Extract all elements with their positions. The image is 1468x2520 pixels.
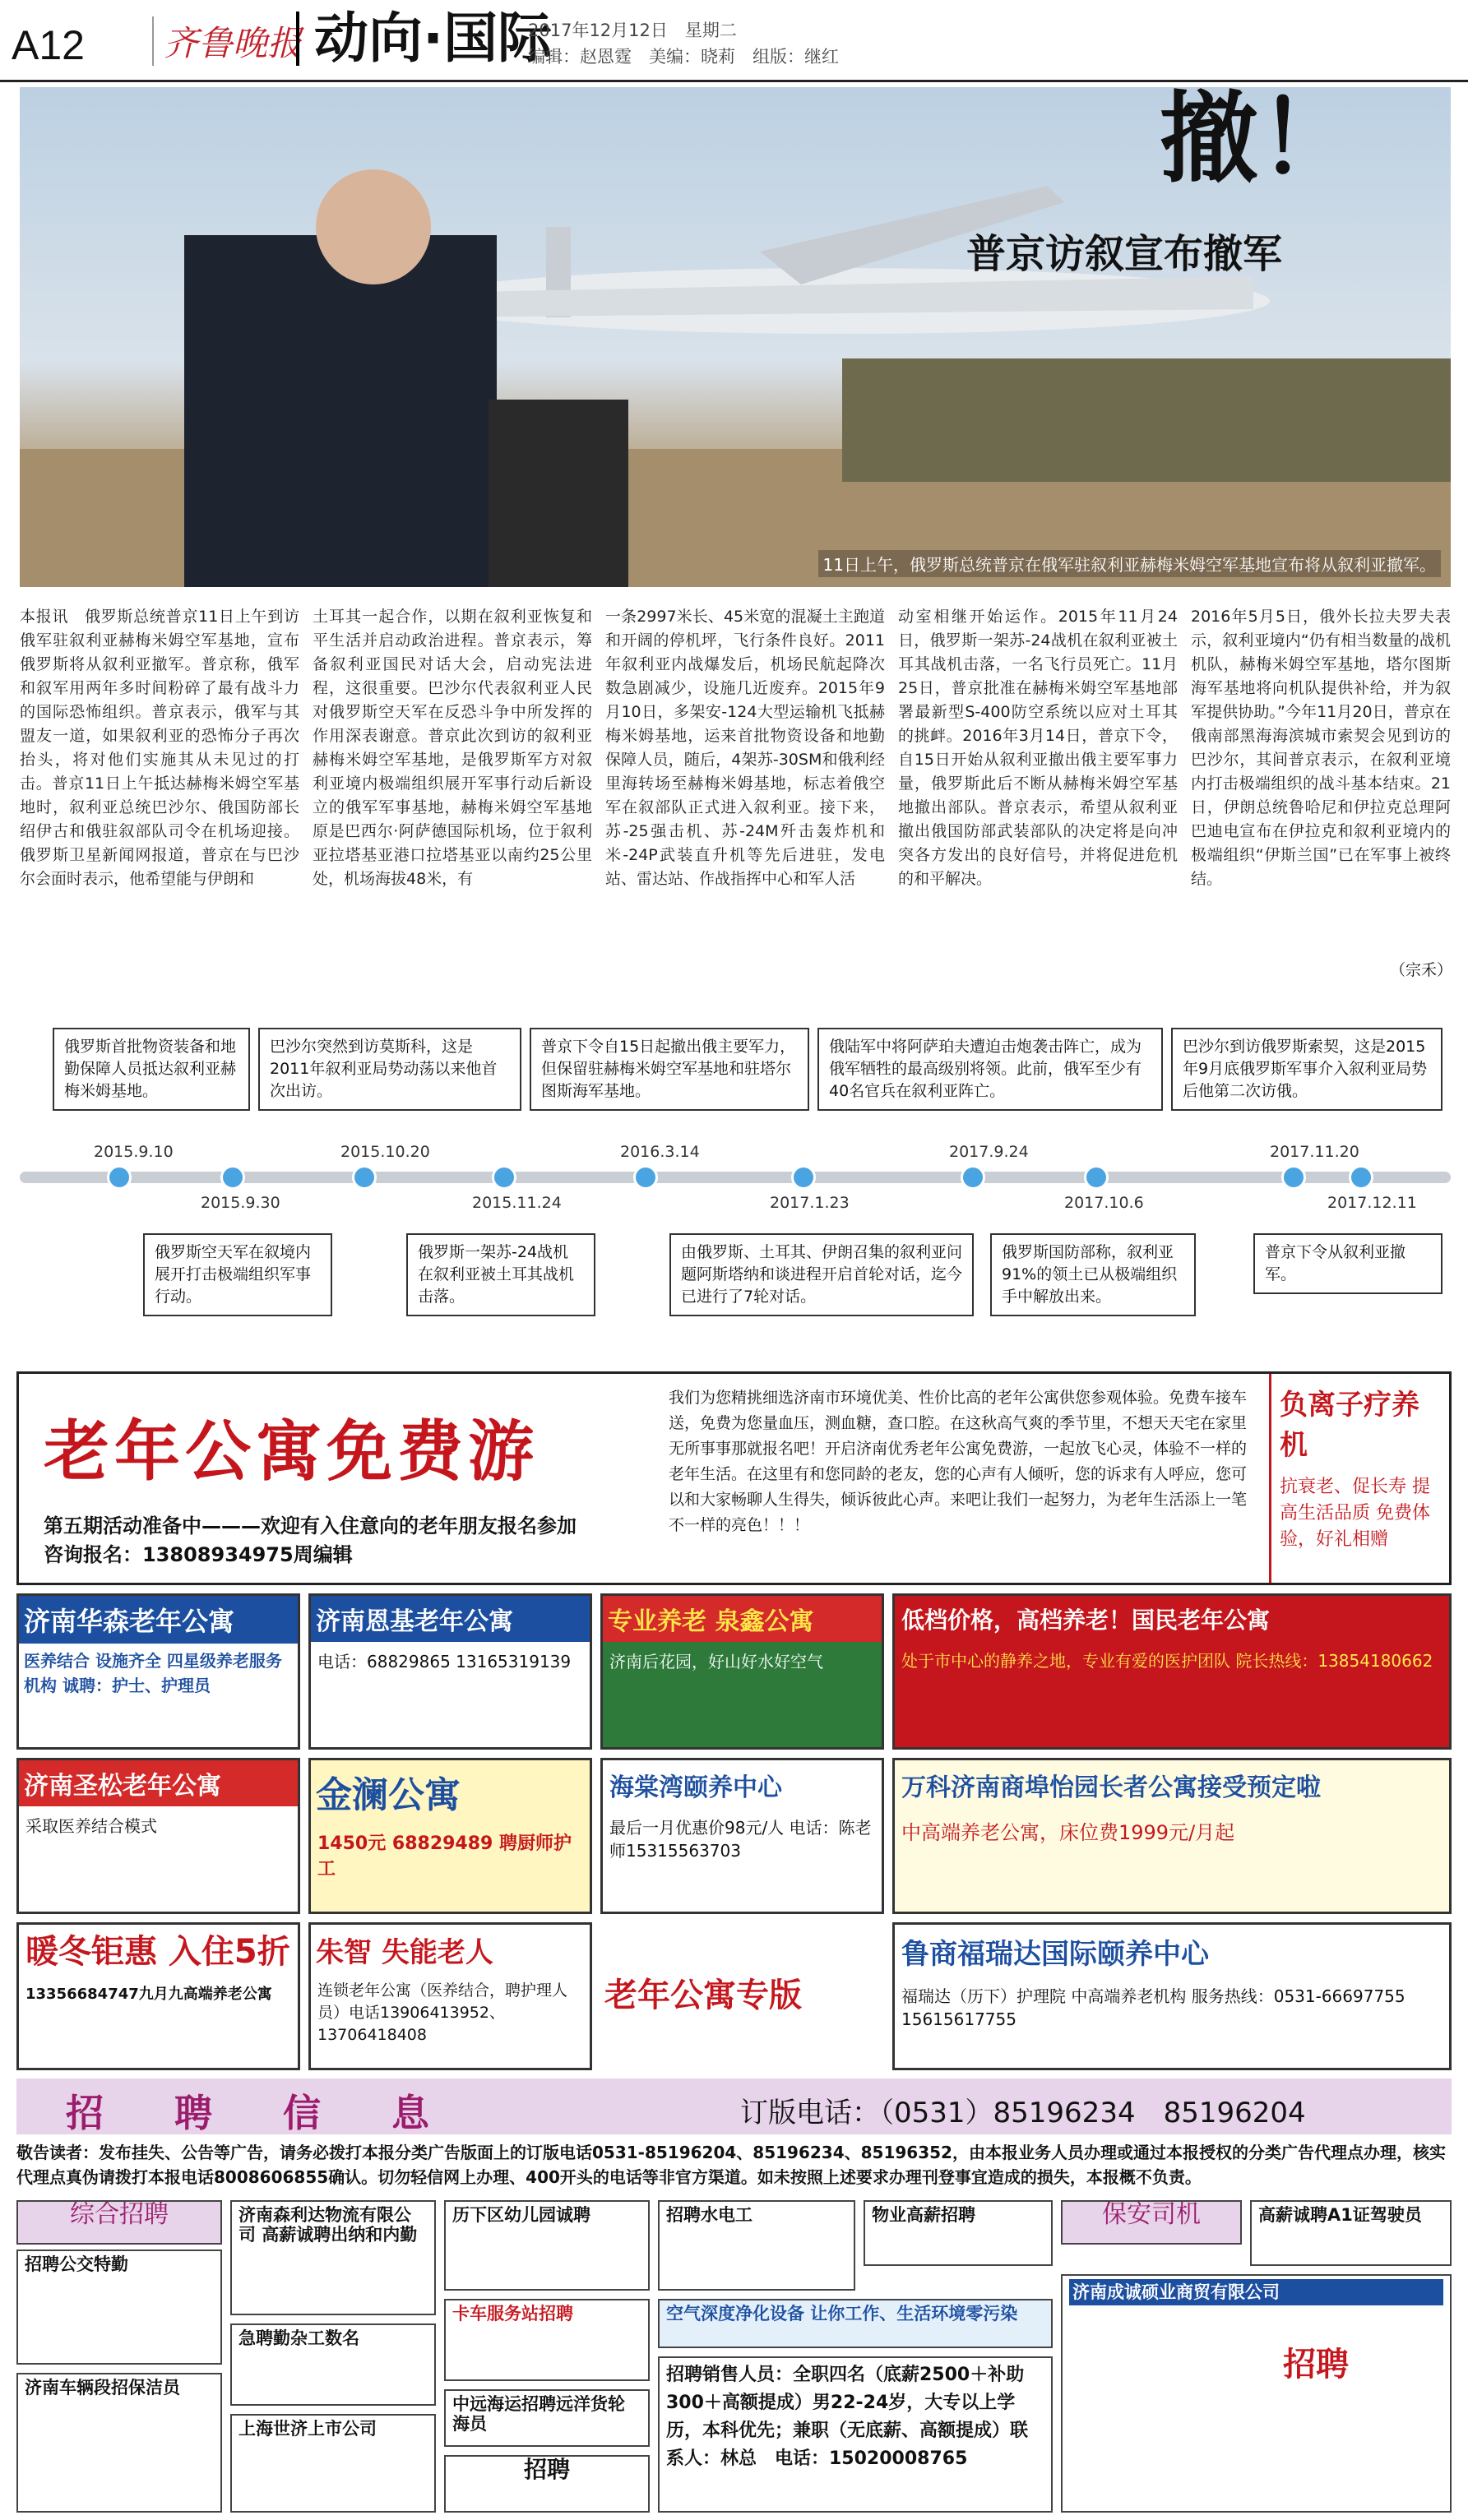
timeline-date: 2015.11.24: [472, 1194, 562, 1212]
ad-main-text: 我们为您精挑细选济南市环境优美、性价比高的老年公寓供您参观体验。免费车接车送，免费为您量血压，测血糖，查口腔。在这秋高气爽的季节里，不想天天宅在家里无所事事那就报名吧！开启济南优秀老年公寓免费游，一起放飞心灵，体验不一样的老年生活。在这里有和您同龄的老友，您的心声有人倾听，您的诉求有人呼应，您可以和大家畅聊人生得失，倾诉彼此心声。来吧让我们一起努力，为老年生活添上一笔不一样的亮色！！！: [669, 1389, 1248, 1534]
timeline-date: 2015.9.10: [94, 1143, 174, 1161]
recruit-ad-title: 历下区幼儿园诚聘: [452, 2205, 590, 2225]
ad-guomin[interactable]: [892, 1593, 1452, 1750]
recruit-notice: 敬告读者：发布挂失、公告等广告，请务必拨打本报分类广告版面上的订版电话0531-85196204、85196234、85196352，由本报业务人员办理或通过本报授权的分类广告代理点办理，核实代理点真伪请拨打本报电话8008606855确认。切勿轻信网上办理、400开头的电话等非官方渠道。如未按照上述要求办理刊登事宜造成的损失，本报概不负责。: [16, 2143, 1446, 2187]
timeline-date: 2015.9.30: [201, 1194, 280, 1212]
ad-huasen[interactable]: [16, 1593, 300, 1750]
ad-enji[interactable]: [308, 1593, 592, 1750]
recruit-ad-title: 济南车辆段招保洁员: [25, 2378, 180, 2397]
ad-title: 专业养老 泉鑫公寓: [603, 1596, 882, 1642]
ad-main-title: 老年公寓免费游: [44, 1413, 539, 1490]
timeline-date: 2015.10.20: [340, 1143, 430, 1161]
recruitment-section: [16, 2078, 1452, 2520]
ad-title: 金澜公寓: [316, 1774, 461, 1816]
ad-shengsong[interactable]: [16, 1758, 300, 1914]
article-column-2: 土耳其一起合作，以期在叙利亚恢复和平生活并启动政治进程。普京表示，筹备叙利亚国民对话大会，启动宪法进程，这很重要。巴沙尔代表叙利亚人民对俄罗斯空天军在反恐斗争中所发挥的作用深表谢意。普京此次到访的叙利亚赫梅米姆空军基地，是俄罗斯军方对叙利亚境内极端组织展开军事行动后新设立的俄军军事基地，赫梅米姆空军基地原是巴西尔·阿萨德国际机场，位于叙利亚拉塔基亚港口拉塔基亚以南约25公里处，机场海拔48米，有: [313, 608, 592, 888]
ad-main-phone: 咨询报名：13808934975周编辑: [44, 1543, 353, 1566]
recruit-ad-title: 空气深度净化设备 让你工作、生活环境零污染: [666, 2304, 1018, 2323]
recruit-ad[interactable]: [444, 2455, 650, 2513]
timeline-event-bottom: 俄罗斯一架苏-24战机在叙利亚被土耳其战机击落。: [406, 1233, 595, 1316]
ad-title: 济南恩基老年公寓: [311, 1596, 590, 1642]
recruit-category-general: 综合招聘: [16, 2200, 222, 2245]
article-column-4: 动室相继开始运作。2015年11月24日，俄罗斯一架苏-24战机在叙利亚被土耳其战机击落，一名飞行员死亡。11月25日，普京批准在赫梅米姆空军基地部署最新型S-400防空系统以应对土耳其的挑衅。2016年3月14日，普京下令，自15日开始从叙利亚撤出俄主要军事力量，俄罗斯此后不断从赫梅米姆空军基地撤出部队。普京表示，希望从叙利亚撤出俄国防部武装部队的决定将是向冲突各方发出的良好信号，并将促进危机的和平解决。: [898, 608, 1178, 888]
recruit-ad[interactable]: [230, 2323, 436, 2406]
ad-text: 济南后花园，好山好水好空气: [609, 1652, 823, 1672]
timeline-event-top: 巴沙尔突然到访莫斯科，这是2011年叙利亚局势动荡以来他首次出访。: [258, 1028, 521, 1111]
recruit-ad-title: 物业高薪招聘: [872, 2205, 975, 2225]
recruit-title: 招 聘 信 息: [66, 2091, 446, 2135]
ad-side-title: 负离子疗养机: [1280, 1389, 1419, 1462]
newspaper-logo: 齐鲁晚报: [152, 16, 302, 66]
ad-text: 处于市中心的静养之地，专业有爱的医护团队 院长热线：13854180662: [901, 1651, 1433, 1671]
timeline-dot: [791, 1165, 816, 1190]
recruit-ad[interactable]: [658, 2299, 1053, 2348]
ad-main-subtitle: 第五期活动准备中———欢迎有入住意向的老年朋友报名参加: [44, 1514, 577, 1537]
headline: 撤！: [1160, 82, 1357, 197]
ad-text: 中高端养老公寓，床位费1999元/月起: [901, 1821, 1235, 1844]
timeline: [20, 1011, 1451, 1348]
recruit-banner: [16, 2078, 1452, 2134]
timeline-dot: [1349, 1165, 1373, 1190]
recruit-ad-title: 中远海运招聘远洋货轮海员: [452, 2394, 625, 2434]
recruit-ad[interactable]: [230, 2200, 436, 2315]
timeline-event-bottom: 俄罗斯国防部称，叙利亚91%的领土已从极端组织手中解放出来。: [990, 1233, 1196, 1316]
article-column-5: 2016年5月5日，俄外长拉夫罗夫表示，叙利亚境内“仍有相当数量的战机机队，赫梅米姆空军基地，塔尔图斯海军基地将向机队提供补给，并为叙军提供协助。”今年11月20日，普京在俄南部黑海海滨城市索契会见到访的巴沙尔，其间普京表示，在叙利亚境内打击极端组织的战斗基本结束。21日，伊朗总统鲁哈尼和伊拉克总理阿巴迪电宣布在伊拉克和叙利亚境内的极端组织“伊斯兰国”已在军事上被终结。: [1191, 608, 1451, 888]
page-number: A12: [12, 22, 85, 68]
recruit-ad-title: 招聘: [1283, 2346, 1349, 2384]
recruit-category-security: 保安司机: [1061, 2200, 1242, 2245]
recruit-ad-title: 卡车服务站招聘: [452, 2304, 573, 2323]
timeline-dot: [1281, 1165, 1306, 1190]
recruit-ad-title: 急聘勤杂工数名: [238, 2328, 359, 2348]
recruit-ad[interactable]: [658, 2200, 855, 2291]
ad-text: 1450元 68829489 聘厨师护工: [317, 1833, 572, 1880]
ad-quanxin[interactable]: [600, 1593, 884, 1750]
timeline-date: 2016.3.14: [620, 1143, 700, 1161]
timeline-event-top: 俄陆军中将阿萨珀夫遭迫击炮袭击阵亡，成为俄军牺牲的最高级别将领。此前，俄军至少有40名官兵在叙利亚阵亡。: [817, 1028, 1163, 1111]
ad-shineng[interactable]: [308, 1922, 592, 2070]
timeline-event-top: 俄罗斯首批物资装备和地勤保障人员抵达叙利亚赫梅米姆基地。: [53, 1028, 250, 1111]
issue-date: 2017年12月12日 星期二: [528, 21, 737, 40]
recruit-ad-title: 高薪诚聘A1证驾驶员: [1258, 2205, 1422, 2225]
ad-title: 鲁商福瑞达国际颐养中心: [901, 1938, 1209, 1971]
ad-title: 海棠湾颐养中心: [609, 1773, 782, 1802]
timeline-event-bottom: 俄罗斯空天军在叙境内展开打击极端组织军事行动。: [143, 1233, 332, 1316]
recruit-ad-title: 上海世济上市公司: [238, 2419, 377, 2439]
ad-text: 连锁老年公寓（医养结合，聘护理人员）电话13906413952、13706418408: [317, 1981, 568, 2044]
ad-vanke[interactable]: [892, 1758, 1452, 1914]
recruit-ad-title: 招聘: [523, 2456, 570, 2483]
recruit-ad-title: 济南成诚硕业商贸有限公司: [1069, 2279, 1443, 2305]
timeline-dot: [961, 1165, 985, 1190]
timeline-dot: [220, 1165, 245, 1190]
timeline-date: 2017.10.6: [1064, 1194, 1144, 1212]
ad-furuida[interactable]: [892, 1922, 1452, 2070]
timeline-dot: [352, 1165, 377, 1190]
recruit-ad[interactable]: [230, 2414, 436, 2513]
ad-text: 最后一月优惠价98元/人 电话：陈老师15315563703: [609, 1818, 872, 1861]
ad-text: 电话：68829865 13165319139: [317, 1652, 572, 1672]
timeline-event-bottom: 由俄罗斯、土耳其、伊朗召集的叙利亚问题阿斯塔纳和谈进程开启首轮对话，迄今已进行了7轮对话。: [669, 1233, 974, 1316]
ad-text: 医养结合 设施齐全 四星级养老服务机构 诚聘：护士、护理员: [24, 1651, 282, 1695]
ad-text: 采取医养结合模式: [25, 1816, 157, 1836]
subheadline: 普京访叙宣布撤军: [966, 231, 1283, 277]
recruit-ad[interactable]: [864, 2200, 1053, 2266]
timeline-date: 2017.9.24: [949, 1143, 1029, 1161]
timeline-dot: [107, 1165, 132, 1190]
timeline-date: 2017.1.23: [770, 1194, 850, 1212]
section-title: 动向·国际: [296, 12, 552, 66]
article-column-1: 本报讯 俄罗斯总统普京11日上午到访俄军驻叙利亚赫梅米姆空军基地，宣布俄罗斯将从叙利亚撤军。普京称，俄军和叙军用两年多时间粉碎了最有战斗力的国际恐怖组织。普京表示，俄军与其盟友一道，如果叙利亚的恐怖分子再次抬头，将对他们实施其从未见过的打击。普京11日上午抵达赫梅米姆空军基地时，叙利亚总统巴沙尔、俄国防部长绍伊古和俄驻叙部队司令在机场迎接。俄罗斯卫星新闻网报道，普京在与巴沙尔会面时表示，他希望能与伊朗和: [20, 608, 299, 888]
photo-caption: 11日上午，俄罗斯总统普京在俄军驻叙利亚赫梅米姆空军基地宣布将从叙利亚撤军。: [818, 550, 1441, 577]
recruit-ad-title: 招聘水电工: [666, 2205, 753, 2225]
ad-nuandong[interactable]: [16, 1922, 300, 2070]
timeline-dot: [492, 1165, 516, 1190]
ad-text: 福瑞达（历下）护理院 中高端养老机构 服务热线：0531-66697755 15615617755: [901, 1986, 1405, 2029]
recruit-ad[interactable]: [16, 2250, 222, 2365]
recruit-ad[interactable]: [1061, 2274, 1452, 2513]
article-author: （宗禾）: [1390, 961, 1453, 979]
ad-side-panel: [1269, 1374, 1450, 1583]
ad-title: 济南华森老年公寓: [19, 1596, 298, 1644]
recruit-ad[interactable]: [1250, 2200, 1452, 2266]
timeline-event-bottom: 普京下令从叙利亚撤军。: [1253, 1233, 1443, 1294]
ad-side-text: 抗衰老、促长寿 提高生活品质 免费体验，好礼相赠: [1280, 1477, 1430, 1550]
article-column-3: 一条2997米长、45米宽的混凝土主跑道和开阔的停机坪，飞行条件良好。2011年叙利亚内战爆发后，机场民航起降次数急剧减少，设施几近废弃。2015年9月10日，多架安-124大型运输机飞抵赫梅米姆基地，运来首批物资设备和地勤保障人员，随后，4架苏-30SM和俄利经里海转场至赫梅米姆基地，标志着俄空军在叙部队正式进入叙利亚。接下来，苏-25强击机、苏-24M歼击轰炸机和米-24P武装直升机等先后进驻，发电站、雷达站、作战指挥中心和军人活: [605, 608, 885, 888]
timeline-date: 2017.11.20: [1270, 1143, 1359, 1161]
recruit-ad[interactable]: [444, 2299, 650, 2381]
recruit-ad-sales[interactable]: 招聘销售人员：全职四名（底薪2500＋补助300＋高额提成）男22-24岁，大专以上学历，本科优先；兼职（无底薪、高额提成）联系人：林总 电话：15020008765: [658, 2356, 1053, 2513]
ad-elderly-apartment-tour[interactable]: [16, 1371, 1452, 1585]
recruit-ad[interactable]: [16, 2373, 222, 2513]
timeline-event-top: 普京下令自15日起撤出俄主要军力，但保留驻赫梅米姆空军基地和驻塔尔图斯海军基地。: [530, 1028, 809, 1111]
recruit-phone: 订版电话：（0531）85196234 85196204: [740, 2097, 1306, 2129]
ad-section-label: 老年公寓专版: [604, 1977, 802, 2014]
ad-title: 低档价格，高档养老！国民老年公寓: [901, 1607, 1271, 1634]
ad-title: 万科济南商埠怡园长者公寓接受预定啦: [901, 1773, 1321, 1802]
recruit-ad[interactable]: [444, 2200, 650, 2291]
ad-title: 暖冬钜惠 入住5折: [25, 1933, 290, 1971]
recruit-ad-title: 济南森利达物流有限公司 高薪诚聘出纳和内勤: [238, 2205, 418, 2245]
timeline-dot: [1084, 1165, 1109, 1190]
ad-haitangwan[interactable]: [600, 1758, 884, 1914]
ad-title: 朱智 失能老人: [316, 1936, 493, 1969]
ad-jinlan[interactable]: [308, 1758, 592, 1914]
editor-credits: 编辑：赵恩霆 美编：晓莉 组版：继红: [528, 47, 839, 67]
ad-title: 济南圣松老年公寓: [19, 1760, 298, 1806]
timeline-event-top: 巴沙尔到访俄罗斯索契，这是2015年9月底俄罗斯军事介入叙利亚局势后他第二次访俄。: [1171, 1028, 1443, 1111]
page-header: [0, 0, 1468, 82]
recruit-ad[interactable]: [444, 2389, 650, 2447]
timeline-date: 2017.12.11: [1327, 1194, 1417, 1212]
timeline-dot: [633, 1165, 658, 1190]
ad-text: 13356684747九月九高端养老公寓: [25, 1986, 272, 2003]
recruit-ad-title: 招聘公交特勤: [25, 2254, 128, 2274]
